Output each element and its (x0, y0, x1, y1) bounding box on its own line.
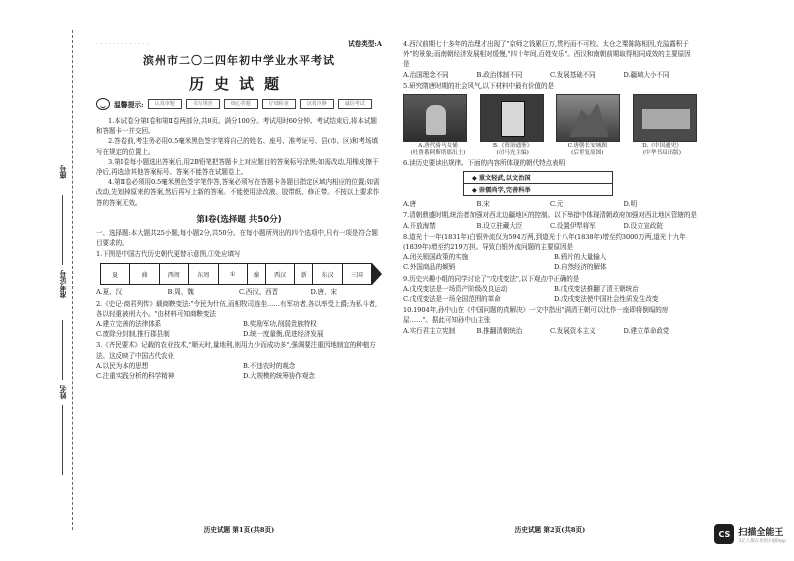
subcaption-b: (司马光主编) (496, 150, 529, 157)
option-c[interactable]: C.戊戌变法是一场全国范围的革命 (403, 295, 501, 304)
ticket-number-label: 准考证号 (58, 270, 67, 298)
figurine-image[interactable] (403, 94, 467, 142)
timeline-cell: 西周 (159, 263, 188, 285)
question-stem: 4.西汉前期七十多年的治理才出现了"京师之钱累巨万,贯朽而不可校。太仓之粟陈陈相因,充溢露积于外"的景象;而南朝经济发展相对缓慢,"四十年间,百姓安乐"。西汉和南朝前期取得相同成效的主要原因是 (403, 40, 691, 69)
page-1 (96, 38, 382, 536)
timeline-cell: ① (218, 263, 247, 285)
option-a[interactable]: A.开放海禁 (403, 221, 436, 230)
image-captions (403, 143, 697, 150)
option-d[interactable]: D.大规模的统筹协作观念 (243, 372, 315, 381)
timeline-cell: 秦 (247, 263, 265, 285)
tip-box: 书写规范 (186, 99, 220, 109)
option-a[interactable]: A.唐 (403, 200, 417, 209)
options (403, 326, 697, 336)
option-b[interactable]: B.设立驻藏大臣 (476, 221, 523, 230)
instruction-1: 1.本试卷分第Ⅰ卷和第Ⅱ卷两部分,共8页。满分100分。考试用时60分钟。考试结束后,将本试题和答题卡一并交回。 (96, 117, 377, 136)
question-stem: 6.读历史要读出规律。下面的内容所体现的朝代特点表明 (403, 159, 565, 168)
subcaption-d: (中华书局出版) (643, 150, 681, 157)
image-subcaptions (403, 150, 697, 157)
city-map-image[interactable] (556, 94, 620, 142)
tip-box: 诚信考试 (338, 99, 372, 109)
page-footer: 历史试题 第2页(共8页) (514, 526, 586, 534)
question-stem: 3.《齐民要术》记载的农业技术,"顺天时,量地利,则用力少而成功多",强调要注重因地制宜的种植方法。这反映了中国古代农业 (96, 341, 376, 360)
cut-line (72, 30, 73, 530)
book-image[interactable] (633, 94, 697, 142)
timeline-cell: 夏 (100, 263, 129, 285)
image-options (403, 94, 697, 142)
option-c[interactable]: C.设置伊犁将军 (550, 221, 596, 230)
scanner-tagline: 3亿人都在用的扫描App (738, 538, 786, 544)
tips-row (96, 98, 382, 110)
option-b[interactable]: B.周、魏 (167, 288, 194, 297)
caption-b[interactable]: B.《资治通鉴》 (492, 143, 533, 150)
scanner-name: 扫描全能王 (738, 527, 784, 538)
name-blank (62, 405, 63, 475)
question-stem: 7.清朝鼎盛时期,统治者加强对西北边疆地区的控制。以下举措中体现清朝政府加强对西北地区管辖的是 (403, 211, 697, 220)
tips-label: 温馨提示: (114, 101, 144, 109)
caption-d[interactable]: D.《中国通史》 (642, 143, 682, 150)
option-d[interactable]: D.自然经济的解体 (554, 263, 607, 272)
timeline-cell: 三国 (342, 263, 372, 285)
seat-number-label: 座号 (58, 165, 67, 179)
options (96, 319, 382, 339)
notice-line: ◆ 崇儒尚学,完善科举 (472, 187, 531, 195)
tip-box: 沉着冷静 (300, 99, 334, 109)
instruction-2: 2.答卷前,考生务必用0.5毫米黑色签字笔将自己的姓名、座号、准考证号、县(市、区)和考场填写在规定的位置上。 (96, 137, 378, 156)
page-2 (403, 38, 697, 536)
question-4 (403, 39, 697, 80)
option-b[interactable]: B.不违农时的观念 (243, 361, 296, 370)
question-7 (403, 210, 697, 230)
option-b[interactable]: B.鸦片的大量输入 (554, 253, 607, 262)
option-a[interactable]: A.闭关锁国政策的实施 (403, 253, 469, 262)
camscanner-logo-icon: CS (714, 524, 734, 544)
question-1 (96, 249, 382, 297)
option-c[interactable]: C.西汉、西晋 (239, 288, 279, 297)
options (403, 70, 697, 80)
paper-type-label: 试卷类型:A (348, 40, 382, 48)
question-stem: 5.研究隋唐时期的社会风气,以下材料中最有价值的是 (403, 81, 554, 90)
question-stem: 2.《史记·商君列传》载商鞅变法:"令民为什伍,而相牧司连坐……有军功者,各以率受上爵;为私斗者,各以轻重被刑大小。"由材料可知商鞅变法 (96, 299, 377, 318)
dynasty-timeline (100, 263, 382, 285)
option-d[interactable]: D.统一度量衡,促进经济发展 (243, 330, 324, 339)
option-d[interactable]: D.设立宣政院 (623, 221, 663, 230)
option-b[interactable]: B.宋 (476, 200, 490, 209)
option-c[interactable]: C.废除分封制,推行郡县制 (96, 330, 170, 339)
subject-title: 历史试题 (188, 75, 289, 93)
option-d[interactable]: D.疆域大小不同 (623, 70, 670, 79)
option-d[interactable]: D.戊戌变法使中国社会性质发生改变 (554, 295, 659, 304)
option-b[interactable]: B.奖励军功,削弱贵族特权 (243, 320, 317, 329)
caption-c[interactable]: C.唐朝长安城图 (567, 143, 608, 150)
options (96, 287, 382, 297)
question-5 (403, 81, 697, 157)
option-c[interactable]: C.元 (550, 200, 564, 209)
option-d[interactable]: D.唐、宋 (310, 288, 337, 297)
question-stem: 10.1904年,孙中山在《中国问题的真解决》一文中指出"满清王朝可以比作一座即将倒塌的房屋……"。据此可知孙中山主张 (403, 306, 669, 325)
option-a[interactable]: A.以民为本的思想 (96, 361, 149, 370)
option-a[interactable]: A.夏、汉 (96, 288, 123, 297)
question-2 (96, 299, 382, 340)
question-stem: 8.道光十一年(1831年)白银外流仅为594万两,到道光十八年(1838年)增至约3000万两,道光十九年(1839年)增至约219万担。导致白银外流问题的主要原因是 (403, 232, 686, 252)
scanner-watermark (714, 524, 786, 544)
option-a[interactable]: A.实行君主立宪制 (403, 326, 456, 335)
notice-box (463, 171, 613, 196)
option-c[interactable]: C.发展基础不同 (550, 70, 596, 79)
question-stem: 1.下图是中国古代历史朝代更替示意图,①处应填写 (96, 250, 241, 259)
options (403, 221, 697, 231)
timeline-cell: 东周 (188, 263, 217, 285)
timeline-cell: 东汉 (312, 263, 341, 285)
question-6 (403, 158, 697, 209)
ticket-number-blank (62, 320, 63, 380)
page-footer: 历史试题 第1页(共8页) (203, 526, 275, 534)
options (403, 284, 697, 304)
option-c[interactable]: C.发展资本主义 (550, 326, 596, 335)
question-8 (403, 232, 697, 273)
option-b[interactable]: B.推翻清朝统治 (476, 326, 523, 335)
caption-a[interactable]: A.唐代骑马女俑 (418, 143, 458, 150)
option-b[interactable]: B.戊戌变法推翻了清王朝统治 (554, 284, 639, 293)
options (403, 252, 697, 272)
option-a[interactable]: A.戊戌变法是一场资产阶级改良运动 (403, 284, 508, 293)
question-3 (96, 340, 382, 381)
notice-line: ◆ 重文轻武,以文治国 (464, 172, 612, 184)
subcaption-c: (后世复原图) (571, 150, 604, 157)
option-a[interactable]: A.建立完善的法律体系 (96, 320, 162, 329)
section-intro: 一、选择题:本大题共25小题,每小题2分,共50分。在每小题所列出的四个选项中,只有一项是符合题目要求的。 (96, 228, 378, 248)
tip-box: 认真审题 (148, 99, 182, 109)
question-stem: 9.历史兴趣小组的同学讨论了"戊戌变法",以下观点中正确的是 (403, 274, 580, 283)
options (403, 199, 697, 209)
binding-margin (0, 0, 90, 561)
bleed-through-text: . . . . . . . . . . . . . (96, 38, 149, 46)
subcaption-a: (吐鲁番阿斯塔那出土) (410, 150, 466, 157)
seat-number-blank (62, 195, 63, 265)
instruction-3: 3.第Ⅰ卷每小题选出答案后,用2B铅笔把答题卡上对应题目的答案标号涂黑;如需改动,用橡皮擦干净后,再选涂其他答案标号。答案不能答在试题卷上。 (96, 157, 379, 177)
tip-box: 细心答题 (224, 99, 258, 109)
options (96, 361, 382, 381)
timeline-cell: 新 (294, 263, 312, 285)
option-d[interactable]: D.明 (623, 200, 637, 209)
exam-title: 滨州市二〇二四年初中学业水平考试 (143, 54, 335, 67)
book-cover-image[interactable] (480, 94, 544, 142)
section-title: 第Ⅰ卷(选择题 共50分) (196, 214, 282, 225)
question-10 (403, 305, 697, 336)
arrow-right-icon (372, 263, 382, 285)
option-d[interactable]: D.建立革命政党 (623, 326, 670, 335)
question-9 (403, 274, 697, 305)
option-c[interactable]: C.注重实践分析的科学精神 (96, 372, 175, 381)
instruction-4: 4.第Ⅱ卷必须用0.5毫米黑色签字笔作答,答案必须写在答题卡各题目指定区域内相应的位置;如需改动,先划掉原来的答案,然后再写上新的答案。不能使用涂改液、胶带纸、修正带。不按以上要求作答的答案无效。 (96, 178, 380, 207)
option-c[interactable]: C.外国商品的倾销 (403, 263, 456, 272)
option-a[interactable]: A.治国理念不同 (403, 70, 449, 79)
timeline-cell: 西汉 (265, 263, 294, 285)
smiley-icon (96, 98, 110, 110)
name-label: 姓名 (58, 385, 67, 399)
option-b[interactable]: B.政治体制不同 (476, 70, 523, 79)
tip-box: 仔细检查 (262, 99, 296, 109)
timeline-cell: 商 (129, 263, 158, 285)
